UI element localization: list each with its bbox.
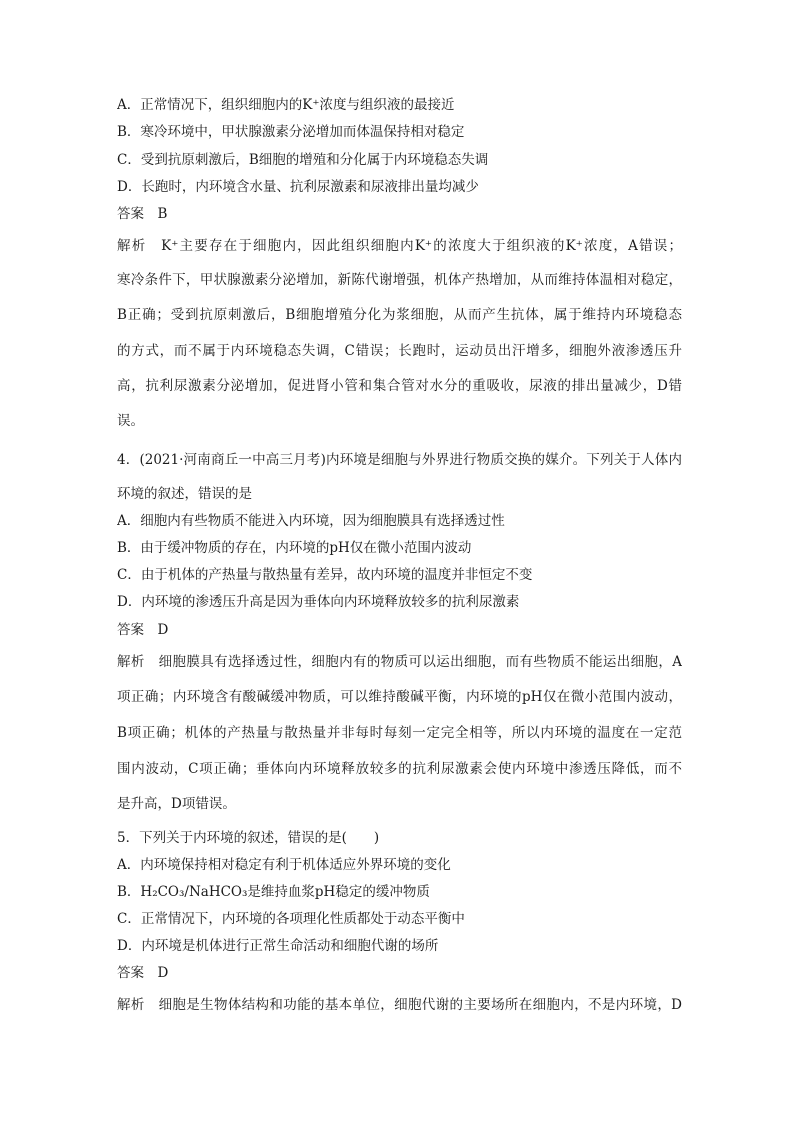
q4-analysis-line: 项正确；内环境含有酸碱缓冲物质，可以维持酸碱平衡，内环境的pH仅在微小范围内波动，	[117, 689, 682, 705]
q3-analysis-line: 的方式，而不属于内环境稳态失调，C错误；长跑时，运动员出汗增多，细胞外液渗透压升	[117, 343, 682, 359]
q4-analysis-line: B项正确；机体的产热量与散热量并非每时每刻一定完全相等，所以内环境的温度在一定范	[117, 725, 682, 741]
q4-stem-line: 4．(2021·河南商丘一中高三月考)内环境是细胞与外界进行物质交换的媒介。下列关于人体内	[117, 452, 682, 468]
q4-analysis-line: 是升高，D项错误。	[117, 796, 236, 812]
q3-option-a: A．正常情况下，组织细胞内的K⁺浓度与组织液的最接近	[117, 97, 455, 113]
q5-option-a: A．内环境保持相对稳定有利于机体适应外界环境的变化	[117, 857, 451, 873]
q4-option-d: D．内环境的渗透压升高是因为垂体向内环境释放较多的抗利尿激素	[117, 594, 520, 610]
q5-option-d: D．内环境是机体进行正常生命活动和细胞代谢的场所	[117, 938, 439, 954]
q5-answer: 答案 D	[117, 965, 169, 981]
q4-analysis-line: 解析 细胞膜具有选择透过性，细胞内有的物质可以运出细胞，而有些物质不能运出细胞，A	[117, 654, 682, 670]
q3-answer: 答案 B	[117, 206, 168, 222]
q4-option-c: C．由于机体的产热量与散热量有差异，故内环境的温度并非恒定不变	[117, 567, 533, 583]
q3-option-b: B．寒冷环境中，甲状腺激素分泌增加而体温保持相对稳定	[117, 124, 465, 140]
q5-option-c: C．正常情况下，内环境的各项理化性质都处于动态平衡中	[117, 911, 465, 927]
q3-option-d: D．长跑时，内环境含水量、抗利尿激素和尿液排出量均减少	[117, 179, 479, 195]
q5-stem: 5．下列关于内环境的叙述，错误的是( )	[117, 830, 380, 846]
q3-analysis-line: 高，抗利尿激素分泌增加，促进肾小管和集合管对水分的重吸收，尿液的排出量减少，D错	[117, 378, 682, 394]
q3-analysis-line: 解析 K⁺主要存在于细胞内，因此组织细胞内K⁺的浓度大于组织液的K⁺浓度，A错误；	[117, 238, 682, 254]
q3-analysis-line: 误。	[117, 413, 144, 429]
q5-analysis-line: 解析 细胞是生物体结构和功能的基本单位，细胞代谢的主要场所在细胞内，不是内环境，D	[117, 997, 682, 1013]
q3-analysis-line: B正确；受到抗原刺激后，B细胞增殖分化为浆细胞，从而产生抗体，属于维持内环境稳态	[117, 307, 682, 323]
q5-option-b: B．H₂CO₃/NaHCO₃是维持血浆pH稳定的缓冲物质	[117, 884, 430, 900]
q4-option-a: A．细胞内有些物质不能进入内环境，因为细胞膜具有选择透过性	[117, 513, 505, 529]
q3-analysis-line: 寒冷条件下，甲状腺激素分泌增加，新陈代谢增强，机体产热增加，从而维持体温相对稳定，	[117, 272, 682, 288]
q4-option-b: B．由于缓冲物质的存在，内环境的pH仅在微小范围内波动	[117, 540, 472, 556]
q3-option-c: C．受到抗原刺激后，B细胞的增殖和分化属于内环境稳态失调	[117, 152, 489, 168]
q4-answer: 答案 D	[117, 622, 169, 638]
q4-analysis-line: 围内波动，C项正确；垂体向内环境释放较多的抗利尿激素会使内环境中渗透压降低，而不	[117, 761, 682, 777]
q4-stem-line: 环境的叙述，错误的是	[117, 486, 252, 502]
